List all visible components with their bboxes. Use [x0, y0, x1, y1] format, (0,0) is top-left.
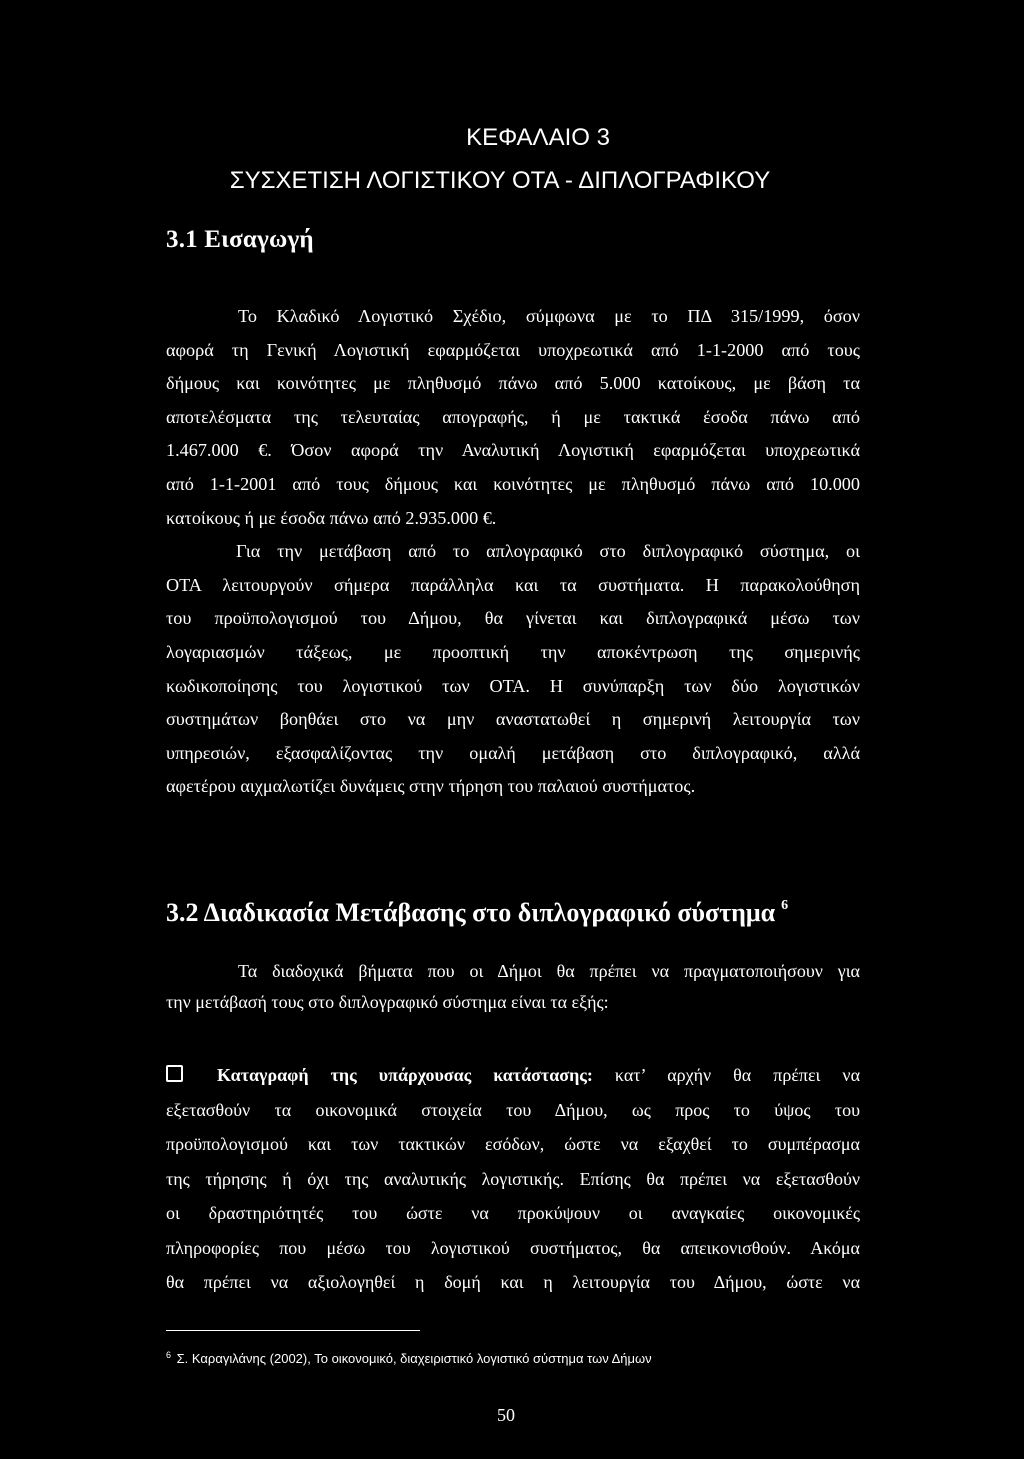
body-line: από 1-1-2001 από τους δήμους και κοινότητες με πληθυσμό πάνω από 10.000	[166, 473, 860, 494]
body-line: της τήρησης ή όχι της αναλυτικής λογιστικής. Επίσης θα πρέπει να εξετασθούν	[166, 1168, 860, 1189]
body-line: κατοίκους ή με έσοδα πάνω από 2.935.000 €.	[166, 507, 497, 528]
page-number: 50	[497, 1405, 515, 1425]
bullet-item	[166, 1058, 860, 1300]
body-line: ΟΤΑ λειτουργούν σήμερα παράλληλα και τα συστήματα. Η παρακολούθηση	[166, 574, 860, 595]
body-line: δήμους και κοινότητες με πληθυσμό πάνω από 5.000 κατοίκους, με βάση τα	[166, 373, 860, 394]
body-line: 1.467.000 €. Όσον αφορά την Αναλυτική Λογιστική εφαρμόζεται υποχρεωτικά	[166, 440, 860, 461]
body-line: πληροφορίες που μέσω του λογιστικού συστήματος, θα απεικονισθούν. Ακόμα	[166, 1237, 860, 1258]
section-3-1-body	[166, 300, 860, 804]
body-line: κωδικοποίησης του λογιστικού των ΟΤΑ. Η συνύπαρξη των δύο λογιστικών	[166, 675, 860, 696]
body-line: αφετέρου αιχμαλωτίζει δυνάμεις στην τήρηση του παλαιού συστήματος.	[166, 776, 696, 797]
chapter-number: ΚΕΦΑΛΑΙΟ 3	[466, 124, 610, 151]
body-line: υπηρεσιών, εξασφαλίζοντας την ομαλή μετάβαση στο διπλογραφικό, αλλά	[166, 742, 860, 763]
footnote-separator	[166, 1330, 420, 1331]
body-line: αποτελέσματα της τελευταίας απογραφής, ή με τακτικά έσοδα πάνω από	[166, 406, 860, 427]
body-line: θα πρέπει να αξιολογηθεί η δομή και η λειτουργία του Δήμου, ώστε να	[166, 1272, 860, 1292]
body-line: προϋπολογισμού και των τακτικών εσόδων, ώστε να εξαχθεί το συμπέρασμα	[166, 1134, 860, 1154]
body-line: Για την μετάβαση από το απλογραφικό στο διπλογραφικό σύστημα, οι	[236, 541, 860, 562]
footnote-text: Σ. Καραγιλάνης (2002), Το οικονομικό, διαχειριστικό λογιστικό σύστημα των Δήμων	[176, 1351, 652, 1366]
section-3-2-title-text: 3.2 Διαδικασία Μετάβασης στο διπλογραφικό σύστημα	[166, 898, 776, 927]
bullet-first-line	[166, 1058, 860, 1093]
section-3-2-title	[166, 890, 788, 929]
body-line: οι δραστηριότητές του ώστε να προκύψουν οι αναγκαίες οικονομικές	[166, 1203, 860, 1223]
footnote-marker: 6	[166, 1350, 172, 1360]
body-line: την μετάβασή τους στο διπλογραφικό σύστημα είναι τα εξής:	[166, 992, 609, 1012]
body-line: του προϋπολογισμού του Δήμου, θα γίνεται και διπλογραφικά μέσω των	[166, 608, 860, 629]
bullet-first-line-rest: κατ’ αρχήν θα πρέπει να	[614, 1065, 860, 1085]
body-line: Τα διαδοχικά βήματα που οι Δήμοι θα πρέπει να πραγματοποιήσουν για	[238, 961, 860, 981]
footnote	[166, 1346, 652, 1368]
body-line: συστημάτων βοηθάει στο να μην αναστατωθεί η σημερινή λειτουργία των	[166, 709, 860, 730]
footnote-reference: 6	[781, 898, 789, 913]
body-line: λογαριασμών τάξεως, με προοπτική την αποκέντρωση της σημερινής	[166, 641, 860, 662]
body-line: εξετασθούν τα οικονομικά στοιχεία του Δήμου, ως προς το ύψος του	[166, 1099, 860, 1120]
body-line: αφορά τη Γενική Λογιστική εφαρμόζεται υποχρεωτικά από 1-1-2000 από τους	[166, 339, 860, 360]
checkbox-bullet-icon	[166, 1065, 183, 1082]
section-3-1-title: 3.1 Εισαγωγή	[166, 226, 314, 253]
bullet-term: Καταγραφή της υπάρχουσας κατάστασης:	[217, 1065, 593, 1085]
section-3-2-intro	[166, 956, 860, 1018]
chapter-title: ΣΥΣΧΕΤΙΣΗ ΛΟΓΙΣΤΙΚΟΥ ΟΤΑ - ΔΙΠΛΟΓΡΑΦΙΚΟΥ	[229, 167, 771, 194]
body-line: Το Κλαδικό Λογιστικό Σχέδιο, σύμφωνα με το ΠΔ 315/1999, όσον	[238, 306, 860, 326]
